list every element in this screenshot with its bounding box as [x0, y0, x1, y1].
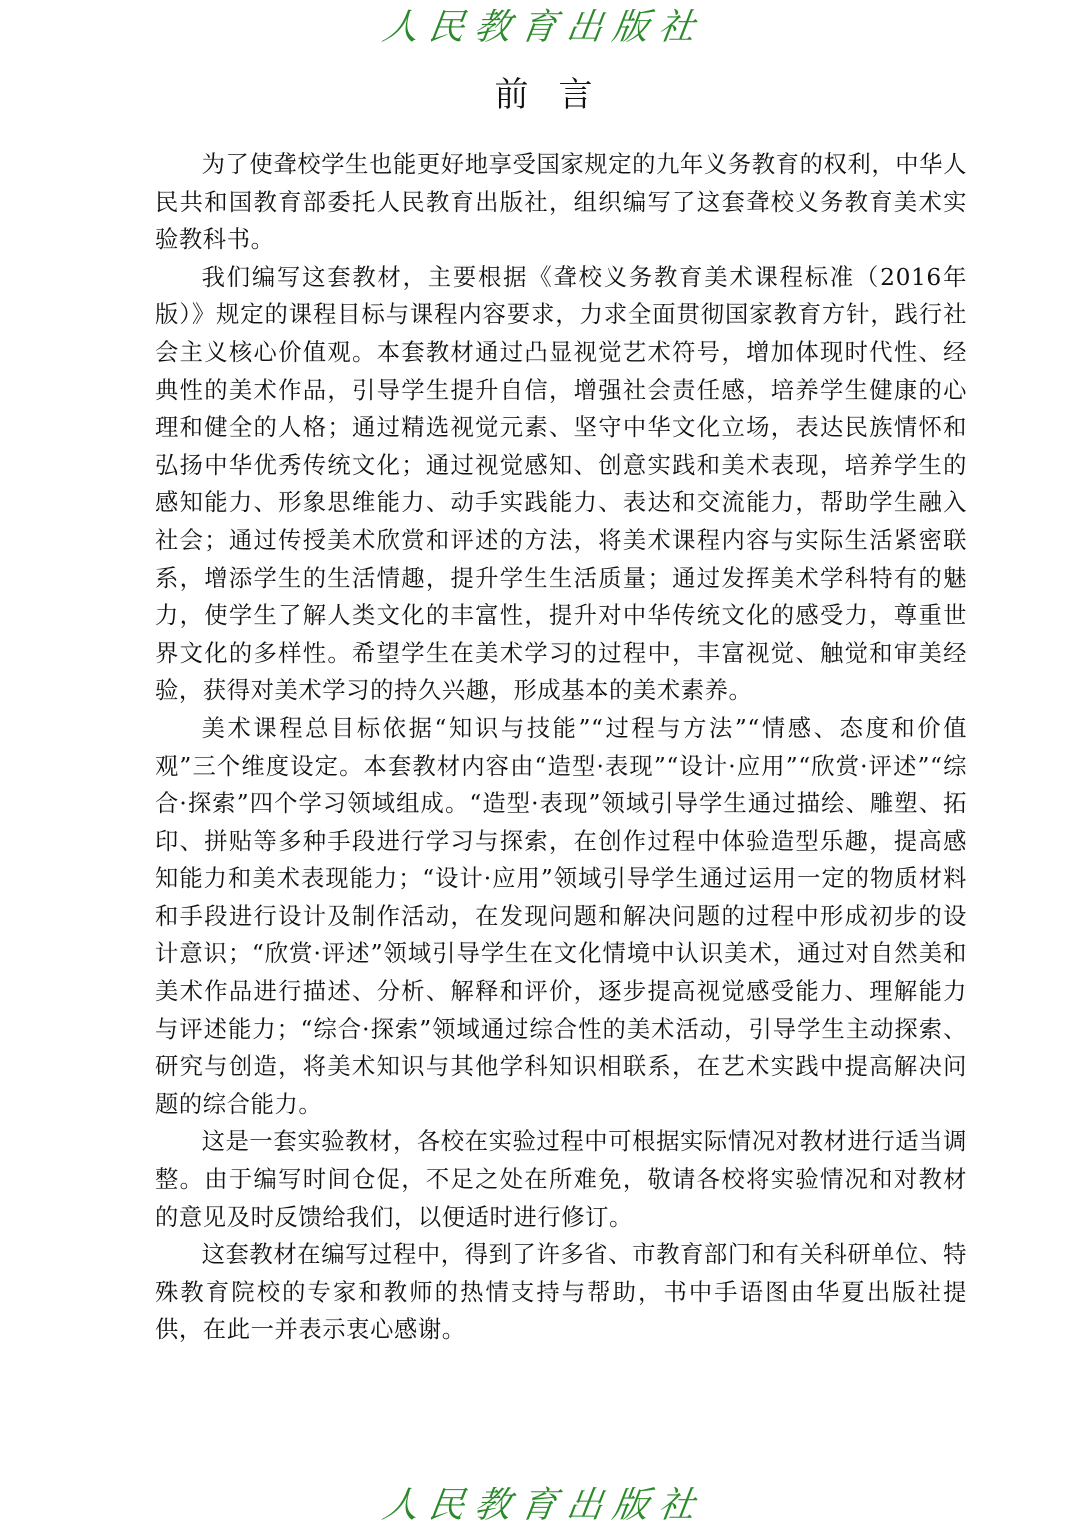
preface-body	[155, 146, 967, 1349]
publisher-logo-top: 人民教育出版社	[379, 7, 708, 48]
paragraph-5: 这套教材在编写过程中，得到了许多省、市教育部门和有关科研单位、特殊教育院校的专家和教师的热情支持与帮助，书中手语图由华夏出版社提供，在此一并表示衷心感谢。	[155, 1241, 967, 1344]
paragraph-1: 为了使聋校学生也能更好地享受国家规定的九年义务教育的权利，中华人民共和国教育部委托人民教育出版社，组织编写了这套聋校义务教育美术实验教科书。	[155, 151, 967, 254]
paragraph-3: 美术课程总目标依据“知识与技能”“过程与方法”“情感、态度和价值观”三个维度设定。本套教材内容由“造型·表现”“设计·应用”“欣赏·评述”“综合·探索”四个学习领域组成。“造型·表现”领域引导学生通过描绘、雕塑、拓印、拼贴等多种手段进行学习与探索，在创作过程中体验造型乐趣，提高感知能力和美术表现能力；“设计·应用”领域引导学生通过运用一定的物质材料和手段进行设计及制作活动，在发现问题和解决问题的过程中形成初步的设计意识；“欣赏·评述”领域引导学生在文化情境中认识美术，通过对自然美和美术作品进行描述、分析、解释和评价，逐步提高视觉感受能力、理解能力与评述能力；“综合·探索”领域通过综合性的美术活动，引导学生主动探索、研究与创造，将美术知识与其他学科知识相联系，在艺术实践中提高解决问题的综合能力。	[155, 714, 967, 1118]
page-title: 前言	[494, 75, 623, 115]
paragraph-2: 我们编写这套教材，主要根据《聋校义务教育美术课程标准（2016年版）》规定的课程目标与课程内容要求，力求全面贯彻国家教育方针，践行社会主义核心价值观。本套教材通过凸显视觉艺术符号，增加体现时代性、经典性的美术作品，引导学生提升自信，增强社会责任感，培养学生健康的心理和健全的人格；通过精选视觉元素、坚守中华文化立场，表达民族情怀和弘扬中华优秀传统文化；通过视觉感知、创意实践和美术表现，培养学生的感知能力、形象思维能力、动手实践能力、表达和交流能力，帮助学生融入社会；通过传授美术欣赏和评述的方法，将美术课程内容与实际生活紧密联系，增添学生的生活情趣，提升学生生活质量；通过发挥美术学科特有的魅力，使学生了解人类文化的丰富性，提升对中华传统文化的感受力，尊重世界文化的多样性。希望学生在美术学习的过程中，丰富视觉、触觉和审美经验，获得对美术学习的持久兴趣，形成基本的美术素养。	[155, 263, 967, 705]
publisher-logo-bottom: 人民教育出版社	[379, 1485, 708, 1526]
paragraph-4: 这是一套实验教材，各校在实验过程中可根据实际情况对教材进行适当调整。由于编写时间仓促，不足之处在所难免，敬请各校将实验情况和对教材的意见及时反馈给我们，以便适时进行修订。	[155, 1128, 967, 1231]
